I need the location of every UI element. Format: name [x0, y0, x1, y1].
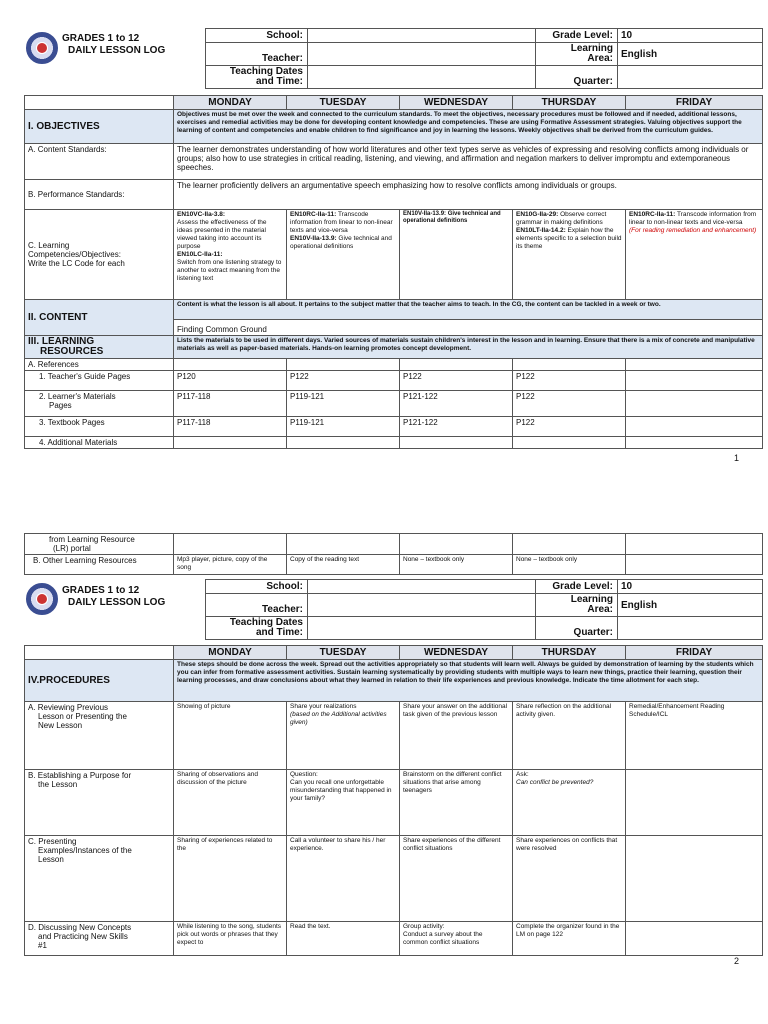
day-header-monday-page2: MONDAY — [174, 646, 287, 660]
performance-standards-label: B. Performance Standards: — [25, 180, 174, 210]
teachers-guide-thursday: P122 — [513, 371, 626, 391]
procedure-c-wednesday: Share experiences of the different conflict situations — [400, 836, 513, 922]
day-header-thursday: THURSDAY — [513, 96, 626, 110]
references-friday — [626, 359, 763, 371]
textbook-pages-label: 3. Textbook Pages — [25, 417, 174, 437]
day-header-friday-page2: FRIDAY — [626, 646, 763, 660]
header-info-table — [205, 28, 763, 89]
procedure-c-label: C. Presenting Examples/Instances of the Lesson — [25, 836, 174, 922]
procedure-d-wednesday: Group activity: Conduct a survey about the common conflict situations — [400, 922, 513, 956]
learners-materials-wednesday: P121-122 — [400, 391, 513, 417]
deped-seal-logo — [26, 32, 58, 64]
day-header-wednesday-page2: WEDNESDAY — [400, 646, 513, 660]
content-standards-text: The learner demonstrates understanding of how world literatures and other text types serve as vehicles of expressing and resolving conflicts among individuals or groups; also how to use strategies in critical reading, listening, and viewing, and affirmation and negation markers to deliver impromptu and extemporaneous speeches. — [174, 144, 763, 180]
additional-materials-friday — [626, 437, 763, 449]
references-wednesday — [400, 359, 513, 371]
teacher-label-page2: Teacher: — [206, 594, 308, 617]
header-title-line1-page2: GRADES 1 to 12 — [62, 585, 140, 596]
teaching-dates-label-page2: Teaching Dates and Time: — [206, 617, 308, 640]
teaching-dates-value-page2 — [308, 617, 536, 640]
competencies-monday: EN10VC-IIa-3.8: Assess the effectiveness of the ideas presented in the material viewed taking into account its purpose EN10LC-IIa-11: Switch from one listening strategy to another to extract meaning from the listening text — [174, 210, 287, 300]
references-tuesday — [287, 359, 400, 371]
school-value — [308, 29, 536, 43]
textbook-pages-thursday: P122 — [513, 417, 626, 437]
day-header-tuesday-page2: TUESDAY — [287, 646, 400, 660]
procedure-b-label: B. Establishing a Purpose for the Lesson — [25, 770, 174, 836]
procedure-b-wednesday: Brainstorm on the different conflict situations that arise among teenagers — [400, 770, 513, 836]
textbook-pages-monday: P117-118 — [174, 417, 287, 437]
grade-level-label-page2: Grade Level: — [536, 580, 618, 594]
procedure-b-tuesday: Question: Can you recall one unforgettable misunderstanding that happened in your family? — [287, 770, 400, 836]
other-resources-tuesday: Copy of the reading text — [287, 555, 400, 575]
competencies-wednesday: EN10V-IIa-13.9: Give technical and operational definitions — [400, 210, 513, 300]
day-header-wednesday: WEDNESDAY — [400, 96, 513, 110]
objectives-note: Objectives must be met over the week and connected to the curriculum standards. To meet the objectives, necessary procedures must be followed and if needed, additional lessons, exercises and remedial activities may be done for developing content knowledge and competencies. These are using Formative Assessment strategies. Valuing objectives support the learning of content and competencies and enable children to find significance and joy in learning the lessons. Weekly objectives shall be derived from the curriculum guides. — [174, 110, 763, 144]
content-heading: II. CONTENT — [25, 300, 174, 336]
procedure-a-friday: Remedial/Enhancement Reading Schedule/ICL — [626, 702, 763, 770]
grade-level-value-page2: 10 — [618, 580, 763, 594]
header-title-line1: GRADES 1 to 12 — [62, 33, 140, 44]
day-header-thursday-page2: THURSDAY — [513, 646, 626, 660]
competencies-friday: EN10RC-IIa-11: Transcode information from linear to non-linear texts and vice-versa (For reading remediation and enhancement) — [626, 210, 763, 300]
procedure-d-monday: While listening to the song, students pick out words or phrases that they expect to — [174, 922, 287, 956]
other-resources-monday: Mp3 player, picture, copy of the song — [174, 555, 287, 575]
quarter-value-page2 — [618, 617, 763, 640]
lr-portal-monday — [174, 534, 287, 555]
procedure-b-thursday: Ask: Can conflict be prevented? — [513, 770, 626, 836]
competencies-thursday: EN10G-IIa-29: Observe correct grammar in making definitions EN10LT-IIa-14.2: Explain how the elements specific to a selection build its theme — [513, 210, 626, 300]
textbook-pages-friday — [626, 417, 763, 437]
teacher-value — [308, 43, 536, 66]
quarter-label-page2: Quarter: — [536, 617, 618, 640]
procedure-d-tuesday: Read the text. — [287, 922, 400, 956]
other-resources-label: B. Other Learning Resources — [25, 555, 174, 575]
content-note: Content is what the lesson is all about. It pertains to the subject matter that the teacher aims to teach. In the CG, the content can be tackled in a week or two. — [174, 300, 763, 320]
procedure-a-monday: Showing of picture — [174, 702, 287, 770]
textbook-pages-wednesday: P121-122 — [400, 417, 513, 437]
other-resources-friday — [626, 555, 763, 575]
procedure-c-monday: Sharing of experiences related to the — [174, 836, 287, 922]
procedure-a-wednesday: Share your answer on the additional task given of the previous lesson — [400, 702, 513, 770]
additional-materials-wednesday — [400, 437, 513, 449]
objectives-heading: I. OBJECTIVES — [25, 110, 174, 144]
procedure-c-tuesday: Call a volunteer to share his / her experience. — [287, 836, 400, 922]
learners-materials-friday — [626, 391, 763, 417]
lr-portal-label: from Learning Resource (LR) portal — [25, 534, 174, 555]
school-label-page2: School: — [206, 580, 308, 594]
additional-materials-monday — [174, 437, 287, 449]
header-title-page2 — [62, 585, 165, 609]
procedure-b-friday — [626, 770, 763, 836]
content-standards-label: A. Content Standards: — [25, 144, 174, 180]
other-resources-wednesday: None – textbook only — [400, 555, 513, 575]
learning-area-label-page2: Learning Area: — [536, 594, 618, 617]
objectives-table — [24, 95, 763, 449]
deped-seal-logo-page2 — [26, 583, 58, 615]
learners-materials-monday: P117-118 — [174, 391, 287, 417]
day-header-blank-page2 — [25, 646, 174, 660]
learners-materials-label: 2. Learner's Materials Pages — [25, 391, 174, 417]
header-info-table-page2 — [205, 579, 763, 640]
lr-portal-thursday — [513, 534, 626, 555]
quarter-value — [618, 66, 763, 89]
day-header-monday: MONDAY — [174, 96, 287, 110]
teacher-label: Teacher: — [206, 43, 308, 66]
procedure-d-friday — [626, 922, 763, 956]
competencies-tuesday: EN10RC-IIa-11: Transcode information from linear to non-linear texts and vice-versa EN10V-IIa-13.9: Give technical and operational definitions — [287, 210, 400, 300]
procedure-a-thursday: Share reflection on the additional activity given. — [513, 702, 626, 770]
learners-materials-thursday: P122 — [513, 391, 626, 417]
procedure-d-label: D. Discussing New Concepts and Practicing New Skills #1 — [25, 922, 174, 956]
learning-area-value-page2: English — [618, 594, 763, 617]
day-header-tuesday: TUESDAY — [287, 96, 400, 110]
grade-level-label: Grade Level: — [536, 29, 618, 43]
lr-portal-friday — [626, 534, 763, 555]
references-thursday — [513, 359, 626, 371]
procedure-a-tuesday: Share your realizations (based on the Additional activities given) — [287, 702, 400, 770]
learning-resources-heading: III. LEARNING RESOURCES — [25, 336, 174, 359]
lr-portal-wednesday — [400, 534, 513, 555]
procedure-b-monday: Sharing of observations and discussion of the picture — [174, 770, 287, 836]
learning-resources-note: Lists the materials to be used in different days. Varied sources of materials sustain children's interest in the lesson and in learning. Ensure that there is a mix of concrete and manipulative materials as well as paper-based materials. Hands-on learning promotes concept development. — [174, 336, 763, 359]
teachers-guide-monday: P120 — [174, 371, 287, 391]
procedure-c-friday — [626, 836, 763, 922]
header-title-line2-page2: DAILY LESSON LOG — [68, 597, 166, 608]
school-value-page2 — [308, 580, 536, 594]
competencies-label: C. Learning Competencies/Objectives: Write the LC Code for each — [25, 210, 174, 300]
procedure-a-label: A. Reviewing Previous Lesson or Presenting the New Lesson — [25, 702, 174, 770]
learning-area-label: Learning Area: — [536, 43, 618, 66]
teachers-guide-label: 1. Teacher's Guide Pages — [25, 371, 174, 391]
procedure-d-thursday: Complete the organizer found in the LM on page 122 — [513, 922, 626, 956]
references-label: A. References — [25, 359, 174, 371]
additional-materials-label: 4. Additional Materials — [25, 437, 174, 449]
teaching-dates-label: Teaching Dates and Time: — [206, 66, 308, 89]
additional-materials-thursday — [513, 437, 626, 449]
content-topic: Finding Common Ground — [174, 320, 763, 336]
teachers-guide-tuesday: P122 — [287, 371, 400, 391]
teachers-guide-wednesday: P122 — [400, 371, 513, 391]
procedures-table — [24, 645, 763, 956]
procedures-heading: IV.PROCEDURES — [25, 660, 174, 702]
page-number-2: 2 — [734, 956, 740, 966]
procedure-c-thursday: Share experiences on conflicts that were resolved — [513, 836, 626, 922]
performance-standards-text: The learner proficiently delivers an argumentative speech emphasizing how to resolve conflicts among individuals or groups. — [174, 180, 763, 210]
header-title — [62, 33, 165, 57]
grade-level-value: 10 — [618, 29, 763, 43]
school-label: School: — [206, 29, 308, 43]
page-number-1: 1 — [734, 453, 740, 463]
procedures-note: These steps should be done across the week. Spread out the activities appropriately so that students will learn well. Always be guided by demonstration of learning by the students which you can infer from formative assessment activities. Sustain learning systematically by providing students with multiple ways to learn new things, practice their learning, question their learning processes, and draw conclusions about what they learned in relation to their life experiences and previous knowledge. Indicate the time allotment for each step. — [174, 660, 763, 702]
references-monday — [174, 359, 287, 371]
learners-materials-tuesday: P119-121 — [287, 391, 400, 417]
lr-portal-tuesday — [287, 534, 400, 555]
other-resources-thursday: None – textbook only — [513, 555, 626, 575]
textbook-pages-tuesday: P119-121 — [287, 417, 400, 437]
other-resources-table — [24, 533, 763, 575]
day-header-friday: FRIDAY — [626, 96, 763, 110]
learning-area-value: English — [618, 43, 763, 66]
header-title-line2: DAILY LESSON LOG — [68, 45, 166, 56]
day-header-blank — [25, 96, 174, 110]
quarter-label: Quarter: — [536, 66, 618, 89]
additional-materials-tuesday — [287, 437, 400, 449]
teacher-value-page2 — [308, 594, 536, 617]
teaching-dates-value — [308, 66, 536, 89]
teachers-guide-friday — [626, 371, 763, 391]
